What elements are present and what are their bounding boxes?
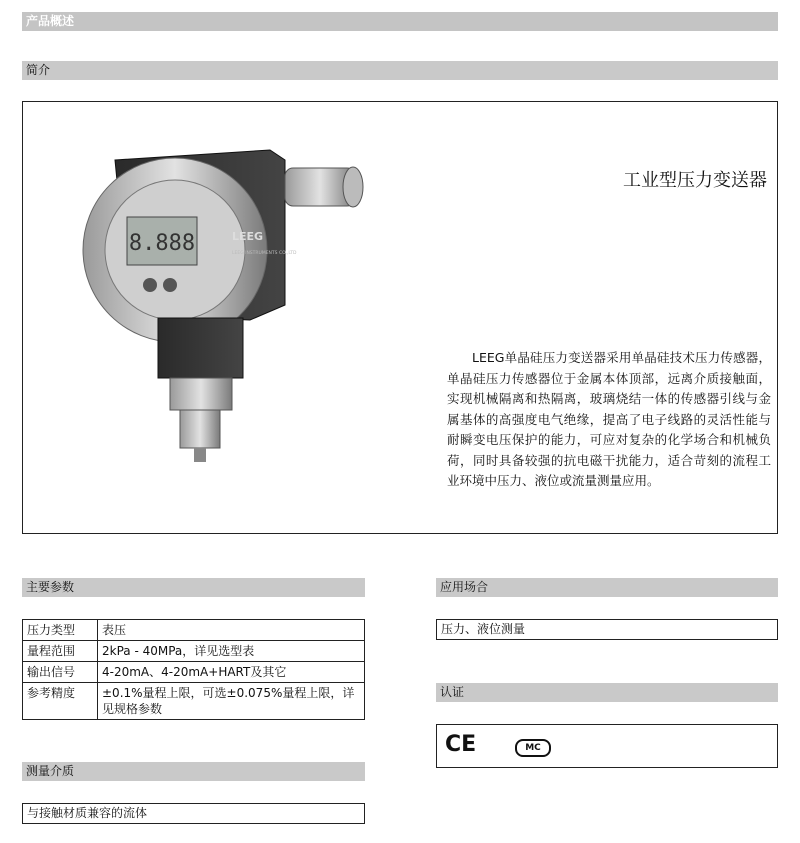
application-value: 压力、液位测量 bbox=[436, 619, 778, 640]
cmc-mark-label: MC bbox=[525, 743, 541, 753]
params-heading-bar bbox=[22, 578, 365, 597]
product-description: LEEG单晶硅压力变送器采用单晶硅技术压力传感器，单晶硅压力传感器位于金属本体顶部，远离介质接触面，实现机械隔离和热隔离，玻璃烧结一体的传感器引线与金属基体的高强度电气绝缘，提高了电子线路的灵活性能与耐瞬变电压保护的能力，可应对复杂的化学场合和机械负荷，同时具备较强的抗电磁干扰能力，适合苛刻的流程工业环境中压力、液位或流量测量应用。 bbox=[447, 350, 771, 488]
param-value: 表压 bbox=[98, 620, 365, 641]
param-key: 量程范围 bbox=[23, 641, 98, 662]
pressure-transmitter-image bbox=[70, 140, 370, 470]
table-row bbox=[23, 683, 365, 720]
section-header-bar bbox=[22, 12, 778, 31]
medium-value: 与接触材质兼容的流体 bbox=[22, 803, 365, 824]
product-title: 工业型压力变送器 bbox=[623, 170, 767, 191]
device-brand-sublabel: LEEG INSTRUMENTS CO.,LTD bbox=[232, 251, 297, 256]
param-value: 4-20mA、4-20mA+HART及其它 bbox=[98, 662, 365, 683]
section-title: 产品概述 bbox=[26, 14, 75, 28]
device-brand-label: LEEG bbox=[232, 230, 264, 243]
param-key: 压力类型 bbox=[23, 620, 98, 641]
application-heading: 应用场合 bbox=[440, 580, 489, 594]
cmc-mark-icon bbox=[515, 739, 551, 757]
param-key: 参考精度 bbox=[23, 683, 98, 720]
params-table bbox=[22, 619, 365, 720]
ce-mark-icon: CE bbox=[445, 732, 477, 757]
certification-panel bbox=[436, 724, 778, 768]
intro-heading: 简介 bbox=[26, 63, 51, 77]
param-key: 输出信号 bbox=[23, 662, 98, 683]
device-display-reading: 8.888 bbox=[128, 231, 196, 256]
params-heading: 主要参数 bbox=[26, 580, 75, 594]
certification-heading-bar bbox=[436, 683, 778, 702]
table-row bbox=[23, 662, 365, 683]
param-value: 2kPa - 40MPa，详见选型表 bbox=[98, 641, 365, 662]
table-row bbox=[23, 641, 365, 662]
certification-heading: 认证 bbox=[440, 685, 465, 699]
table-row bbox=[23, 620, 365, 641]
medium-heading: 测量介质 bbox=[26, 764, 75, 778]
param-value: ±0.1%量程上限，可选±0.075%量程上限，详见规格参数 bbox=[98, 683, 365, 720]
medium-heading-bar bbox=[22, 762, 365, 781]
intro-heading-bar bbox=[22, 61, 778, 80]
application-heading-bar bbox=[436, 578, 778, 597]
